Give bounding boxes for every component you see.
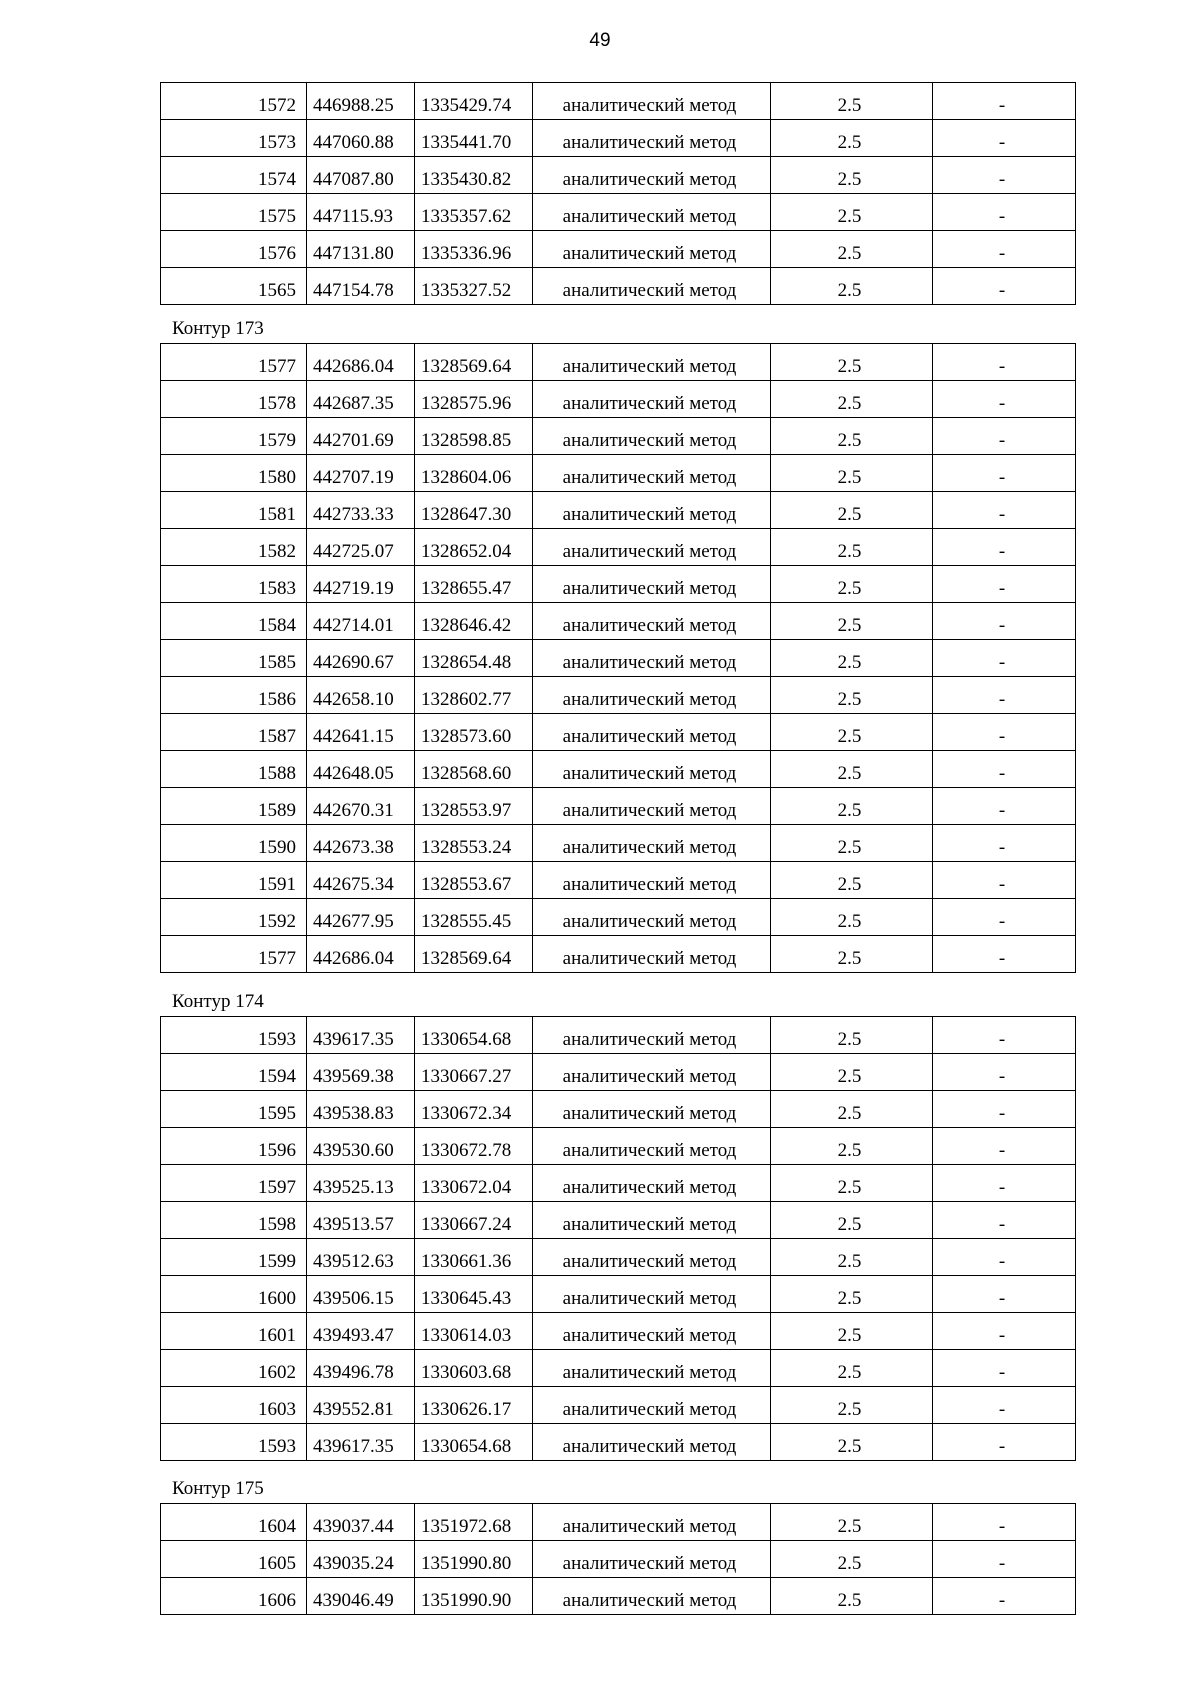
table-row (161, 231, 1076, 268)
accuracy-cell: 2.5 (771, 455, 933, 492)
extra-cell: - (933, 418, 1076, 455)
table-body (161, 1504, 1076, 1615)
coordinates-table (160, 82, 1076, 305)
x-coordinate-cell: 442658.10 (307, 677, 415, 714)
point-number-cell: 1579 (161, 418, 307, 455)
point-number-cell: 1581 (161, 492, 307, 529)
point-number-cell: 1606 (161, 1578, 307, 1615)
point-number-cell: 1565 (161, 268, 307, 305)
point-number-cell: 1601 (161, 1313, 307, 1350)
point-number-cell: 1583 (161, 566, 307, 603)
coordinates-table (160, 1016, 1076, 1461)
x-coordinate-cell: 442714.01 (307, 603, 415, 640)
extra-cell: - (933, 492, 1076, 529)
y-coordinate-cell: 1328646.42 (415, 603, 533, 640)
x-coordinate-cell: 439506.15 (307, 1276, 415, 1313)
accuracy-cell: 2.5 (771, 268, 933, 305)
x-coordinate-cell: 447154.78 (307, 268, 415, 305)
y-coordinate-cell: 1335430.82 (415, 157, 533, 194)
accuracy-cell: 2.5 (771, 231, 933, 268)
method-cell: аналитический метод (533, 788, 771, 825)
point-number-cell: 1598 (161, 1202, 307, 1239)
y-coordinate-cell: 1330672.78 (415, 1128, 533, 1165)
extra-cell: - (933, 1313, 1076, 1350)
method-cell: аналитический метод (533, 1578, 771, 1615)
extra-cell: - (933, 529, 1076, 566)
accuracy-cell: 2.5 (771, 899, 933, 936)
x-coordinate-cell: 442677.95 (307, 899, 415, 936)
x-coordinate-cell: 439530.60 (307, 1128, 415, 1165)
table-row (161, 1091, 1076, 1128)
method-cell: аналитический метод (533, 862, 771, 899)
table-row (161, 788, 1076, 825)
method-cell: аналитический метод (533, 1017, 771, 1054)
table-row (161, 418, 1076, 455)
accuracy-cell: 2.5 (771, 529, 933, 566)
table-row (161, 566, 1076, 603)
point-number-cell: 1575 (161, 194, 307, 231)
point-number-cell: 1589 (161, 788, 307, 825)
table-row (161, 751, 1076, 788)
y-coordinate-cell: 1351990.80 (415, 1541, 533, 1578)
method-cell: аналитический метод (533, 344, 771, 381)
point-number-cell: 1594 (161, 1054, 307, 1091)
point-number-cell: 1574 (161, 157, 307, 194)
extra-cell: - (933, 825, 1076, 862)
page-number: 49 (589, 30, 611, 51)
table-row (161, 1165, 1076, 1202)
point-number-cell: 1602 (161, 1350, 307, 1387)
table-row (161, 899, 1076, 936)
table-row (161, 194, 1076, 231)
point-number-cell: 1605 (161, 1541, 307, 1578)
x-coordinate-cell: 439525.13 (307, 1165, 415, 1202)
point-number-cell: 1603 (161, 1387, 307, 1424)
contour-title: Контур 175 (172, 1478, 264, 1499)
x-coordinate-cell: 439538.83 (307, 1091, 415, 1128)
point-number-cell: 1572 (161, 83, 307, 120)
contour-title: Контур 174 (172, 991, 264, 1012)
x-coordinate-cell: 439617.35 (307, 1017, 415, 1054)
y-coordinate-cell: 1328569.64 (415, 344, 533, 381)
y-coordinate-cell: 1330626.17 (415, 1387, 533, 1424)
point-number-cell: 1599 (161, 1239, 307, 1276)
table-row (161, 529, 1076, 566)
accuracy-cell: 2.5 (771, 603, 933, 640)
table-body (161, 344, 1076, 973)
x-coordinate-cell: 439493.47 (307, 1313, 415, 1350)
method-cell: аналитический метод (533, 1091, 771, 1128)
y-coordinate-cell: 1328553.24 (415, 825, 533, 862)
method-cell: аналитический метод (533, 751, 771, 788)
x-coordinate-cell: 439496.78 (307, 1350, 415, 1387)
method-cell: аналитический метод (533, 194, 771, 231)
extra-cell: - (933, 231, 1076, 268)
extra-cell: - (933, 157, 1076, 194)
method-cell: аналитический метод (533, 1276, 771, 1313)
extra-cell: - (933, 1350, 1076, 1387)
x-coordinate-cell: 442733.33 (307, 492, 415, 529)
point-number-cell: 1588 (161, 751, 307, 788)
method-cell: аналитический метод (533, 714, 771, 751)
table-row (161, 455, 1076, 492)
method-cell: аналитический метод (533, 1239, 771, 1276)
x-coordinate-cell: 439046.49 (307, 1578, 415, 1615)
x-coordinate-cell: 442690.67 (307, 640, 415, 677)
extra-cell: - (933, 788, 1076, 825)
y-coordinate-cell: 1330667.24 (415, 1202, 533, 1239)
extra-cell: - (933, 455, 1076, 492)
table-row (161, 1202, 1076, 1239)
y-coordinate-cell: 1330654.68 (415, 1017, 533, 1054)
table-row (161, 1541, 1076, 1578)
table-row (161, 1504, 1076, 1541)
point-number-cell: 1586 (161, 677, 307, 714)
accuracy-cell: 2.5 (771, 381, 933, 418)
accuracy-cell: 2.5 (771, 1578, 933, 1615)
extra-cell: - (933, 1202, 1076, 1239)
extra-cell: - (933, 566, 1076, 603)
extra-cell: - (933, 194, 1076, 231)
accuracy-cell: 2.5 (771, 1165, 933, 1202)
accuracy-cell: 2.5 (771, 1128, 933, 1165)
y-coordinate-cell: 1330645.43 (415, 1276, 533, 1313)
table-row (161, 157, 1076, 194)
method-cell: аналитический метод (533, 83, 771, 120)
y-coordinate-cell: 1351990.90 (415, 1578, 533, 1615)
accuracy-cell: 2.5 (771, 418, 933, 455)
y-coordinate-cell: 1328553.97 (415, 788, 533, 825)
y-coordinate-cell: 1328575.96 (415, 381, 533, 418)
x-coordinate-cell: 442648.05 (307, 751, 415, 788)
y-coordinate-cell: 1335357.62 (415, 194, 533, 231)
x-coordinate-cell: 439513.57 (307, 1202, 415, 1239)
point-number-cell: 1577 (161, 936, 307, 973)
accuracy-cell: 2.5 (771, 751, 933, 788)
x-coordinate-cell: 439035.24 (307, 1541, 415, 1578)
point-number-cell: 1597 (161, 1165, 307, 1202)
x-coordinate-cell: 442687.35 (307, 381, 415, 418)
table-row (161, 1017, 1076, 1054)
y-coordinate-cell: 1328569.64 (415, 936, 533, 973)
method-cell: аналитический метод (533, 1313, 771, 1350)
table-row (161, 825, 1076, 862)
method-cell: аналитический метод (533, 268, 771, 305)
extra-cell: - (933, 381, 1076, 418)
x-coordinate-cell: 447115.93 (307, 194, 415, 231)
extra-cell: - (933, 1128, 1076, 1165)
y-coordinate-cell: 1330672.04 (415, 1165, 533, 1202)
table-row (161, 862, 1076, 899)
x-coordinate-cell: 447060.88 (307, 120, 415, 157)
method-cell: аналитический метод (533, 120, 771, 157)
method-cell: аналитический метод (533, 677, 771, 714)
point-number-cell: 1577 (161, 344, 307, 381)
table-row (161, 1239, 1076, 1276)
table-row (161, 640, 1076, 677)
point-number-cell: 1573 (161, 120, 307, 157)
point-number-cell: 1593 (161, 1424, 307, 1461)
method-cell: аналитический метод (533, 1387, 771, 1424)
point-number-cell: 1595 (161, 1091, 307, 1128)
method-cell: аналитический метод (533, 455, 771, 492)
accuracy-cell: 2.5 (771, 120, 933, 157)
x-coordinate-cell: 442719.19 (307, 566, 415, 603)
method-cell: аналитический метод (533, 1504, 771, 1541)
y-coordinate-cell: 1335336.96 (415, 231, 533, 268)
point-number-cell: 1591 (161, 862, 307, 899)
x-coordinate-cell: 447087.80 (307, 157, 415, 194)
table-row (161, 1313, 1076, 1350)
method-cell: аналитический метод (533, 1350, 771, 1387)
extra-cell: - (933, 1017, 1076, 1054)
table-row (161, 120, 1076, 157)
accuracy-cell: 2.5 (771, 1202, 933, 1239)
extra-cell: - (933, 677, 1076, 714)
accuracy-cell: 2.5 (771, 1054, 933, 1091)
x-coordinate-cell: 439552.81 (307, 1387, 415, 1424)
accuracy-cell: 2.5 (771, 1504, 933, 1541)
y-coordinate-cell: 1330667.27 (415, 1054, 533, 1091)
accuracy-cell: 2.5 (771, 677, 933, 714)
method-cell: аналитический метод (533, 825, 771, 862)
x-coordinate-cell: 447131.80 (307, 231, 415, 268)
table-row (161, 936, 1076, 973)
accuracy-cell: 2.5 (771, 83, 933, 120)
contour-section-174 (160, 979, 1075, 1461)
table-row (161, 1276, 1076, 1313)
y-coordinate-cell: 1328604.06 (415, 455, 533, 492)
y-coordinate-cell: 1328553.67 (415, 862, 533, 899)
method-cell: аналитический метод (533, 936, 771, 973)
method-cell: аналитический метод (533, 640, 771, 677)
coordinates-table (160, 1503, 1076, 1615)
point-number-cell: 1584 (161, 603, 307, 640)
table-row (161, 1054, 1076, 1091)
accuracy-cell: 2.5 (771, 714, 933, 751)
y-coordinate-cell: 1335441.70 (415, 120, 533, 157)
y-coordinate-cell: 1328602.77 (415, 677, 533, 714)
method-cell: аналитический метод (533, 157, 771, 194)
accuracy-cell: 2.5 (771, 1017, 933, 1054)
extra-cell: - (933, 1276, 1076, 1313)
accuracy-cell: 2.5 (771, 862, 933, 899)
table-row (161, 1128, 1076, 1165)
x-coordinate-cell: 442725.07 (307, 529, 415, 566)
y-coordinate-cell: 1351972.68 (415, 1504, 533, 1541)
extra-cell: - (933, 1387, 1076, 1424)
point-number-cell: 1578 (161, 381, 307, 418)
extra-cell: - (933, 1424, 1076, 1461)
x-coordinate-cell: 442701.69 (307, 418, 415, 455)
y-coordinate-cell: 1328654.48 (415, 640, 533, 677)
method-cell: аналитический метод (533, 529, 771, 566)
point-number-cell: 1600 (161, 1276, 307, 1313)
point-number-cell: 1580 (161, 455, 307, 492)
extra-cell: - (933, 344, 1076, 381)
extra-cell: - (933, 1165, 1076, 1202)
method-cell: аналитический метод (533, 381, 771, 418)
table-row (161, 1578, 1076, 1615)
point-number-cell: 1590 (161, 825, 307, 862)
table-body (161, 83, 1076, 305)
y-coordinate-cell: 1330603.68 (415, 1350, 533, 1387)
x-coordinate-cell: 442670.31 (307, 788, 415, 825)
y-coordinate-cell: 1328655.47 (415, 566, 533, 603)
x-coordinate-cell: 442707.19 (307, 455, 415, 492)
coordinates-table (160, 343, 1076, 973)
table-row (161, 83, 1076, 120)
y-coordinate-cell: 1330614.03 (415, 1313, 533, 1350)
extra-cell: - (933, 268, 1076, 305)
contour-section-175 (160, 1466, 1075, 1615)
accuracy-cell: 2.5 (771, 1276, 933, 1313)
x-coordinate-cell: 442686.04 (307, 936, 415, 973)
x-coordinate-cell: 446988.25 (307, 83, 415, 120)
y-coordinate-cell: 1328573.60 (415, 714, 533, 751)
table-row (161, 381, 1076, 418)
accuracy-cell: 2.5 (771, 1541, 933, 1578)
table-row (161, 714, 1076, 751)
y-coordinate-cell: 1328598.85 (415, 418, 533, 455)
method-cell: аналитический метод (533, 1128, 771, 1165)
point-number-cell: 1576 (161, 231, 307, 268)
extra-cell: - (933, 1091, 1076, 1128)
x-coordinate-cell: 442673.38 (307, 825, 415, 862)
accuracy-cell: 2.5 (771, 344, 933, 381)
method-cell: аналитический метод (533, 899, 771, 936)
y-coordinate-cell: 1335429.74 (415, 83, 533, 120)
extra-cell: - (933, 899, 1076, 936)
accuracy-cell: 2.5 (771, 1091, 933, 1128)
extra-cell: - (933, 1239, 1076, 1276)
x-coordinate-cell: 442686.04 (307, 344, 415, 381)
x-coordinate-cell: 439569.38 (307, 1054, 415, 1091)
table-row (161, 344, 1076, 381)
table-row (161, 603, 1076, 640)
method-cell: аналитический метод (533, 1165, 771, 1202)
point-number-cell: 1593 (161, 1017, 307, 1054)
method-cell: аналитический метод (533, 231, 771, 268)
method-cell: аналитический метод (533, 603, 771, 640)
point-number-cell: 1585 (161, 640, 307, 677)
table-row (161, 1424, 1076, 1461)
accuracy-cell: 2.5 (771, 640, 933, 677)
table-row (161, 1387, 1076, 1424)
y-coordinate-cell: 1330661.36 (415, 1239, 533, 1276)
accuracy-cell: 2.5 (771, 1350, 933, 1387)
point-number-cell: 1604 (161, 1504, 307, 1541)
point-number-cell: 1582 (161, 529, 307, 566)
extra-cell: - (933, 120, 1076, 157)
extra-cell: - (933, 640, 1076, 677)
x-coordinate-cell: 442641.15 (307, 714, 415, 751)
method-cell: аналитический метод (533, 1424, 771, 1461)
table-body (161, 1017, 1076, 1461)
table-row (161, 1350, 1076, 1387)
y-coordinate-cell: 1328568.60 (415, 751, 533, 788)
extra-cell: - (933, 83, 1076, 120)
point-number-cell: 1596 (161, 1128, 307, 1165)
method-cell: аналитический метод (533, 492, 771, 529)
y-coordinate-cell: 1330654.68 (415, 1424, 533, 1461)
accuracy-cell: 2.5 (771, 1424, 933, 1461)
extra-cell: - (933, 936, 1076, 973)
contour-title: Контур 173 (172, 318, 264, 339)
accuracy-cell: 2.5 (771, 157, 933, 194)
x-coordinate-cell: 439512.63 (307, 1239, 415, 1276)
extra-cell: - (933, 1541, 1076, 1578)
extra-cell: - (933, 714, 1076, 751)
extra-cell: - (933, 862, 1076, 899)
extra-cell: - (933, 751, 1076, 788)
accuracy-cell: 2.5 (771, 1387, 933, 1424)
accuracy-cell: 2.5 (771, 1313, 933, 1350)
method-cell: аналитический метод (533, 566, 771, 603)
method-cell: аналитический метод (533, 1541, 771, 1578)
y-coordinate-cell: 1330672.34 (415, 1091, 533, 1128)
table-row (161, 677, 1076, 714)
accuracy-cell: 2.5 (771, 1239, 933, 1276)
table-row (161, 492, 1076, 529)
y-coordinate-cell: 1328652.04 (415, 529, 533, 566)
x-coordinate-cell: 442675.34 (307, 862, 415, 899)
accuracy-cell: 2.5 (771, 492, 933, 529)
y-coordinate-cell: 1335327.52 (415, 268, 533, 305)
method-cell: аналитический метод (533, 418, 771, 455)
x-coordinate-cell: 439617.35 (307, 1424, 415, 1461)
point-number-cell: 1592 (161, 899, 307, 936)
accuracy-cell: 2.5 (771, 788, 933, 825)
extra-cell: - (933, 603, 1076, 640)
extra-cell: - (933, 1054, 1076, 1091)
accuracy-cell: 2.5 (771, 825, 933, 862)
accuracy-cell: 2.5 (771, 566, 933, 603)
y-coordinate-cell: 1328555.45 (415, 899, 533, 936)
x-coordinate-cell: 439037.44 (307, 1504, 415, 1541)
accuracy-cell: 2.5 (771, 936, 933, 973)
method-cell: аналитический метод (533, 1054, 771, 1091)
y-coordinate-cell: 1328647.30 (415, 492, 533, 529)
method-cell: аналитический метод (533, 1202, 771, 1239)
point-number-cell: 1587 (161, 714, 307, 751)
extra-cell: - (933, 1504, 1076, 1541)
extra-cell: - (933, 1578, 1076, 1615)
contour-section-continued (160, 82, 1075, 305)
contour-section-173 (160, 306, 1075, 973)
accuracy-cell: 2.5 (771, 194, 933, 231)
table-row (161, 268, 1076, 305)
